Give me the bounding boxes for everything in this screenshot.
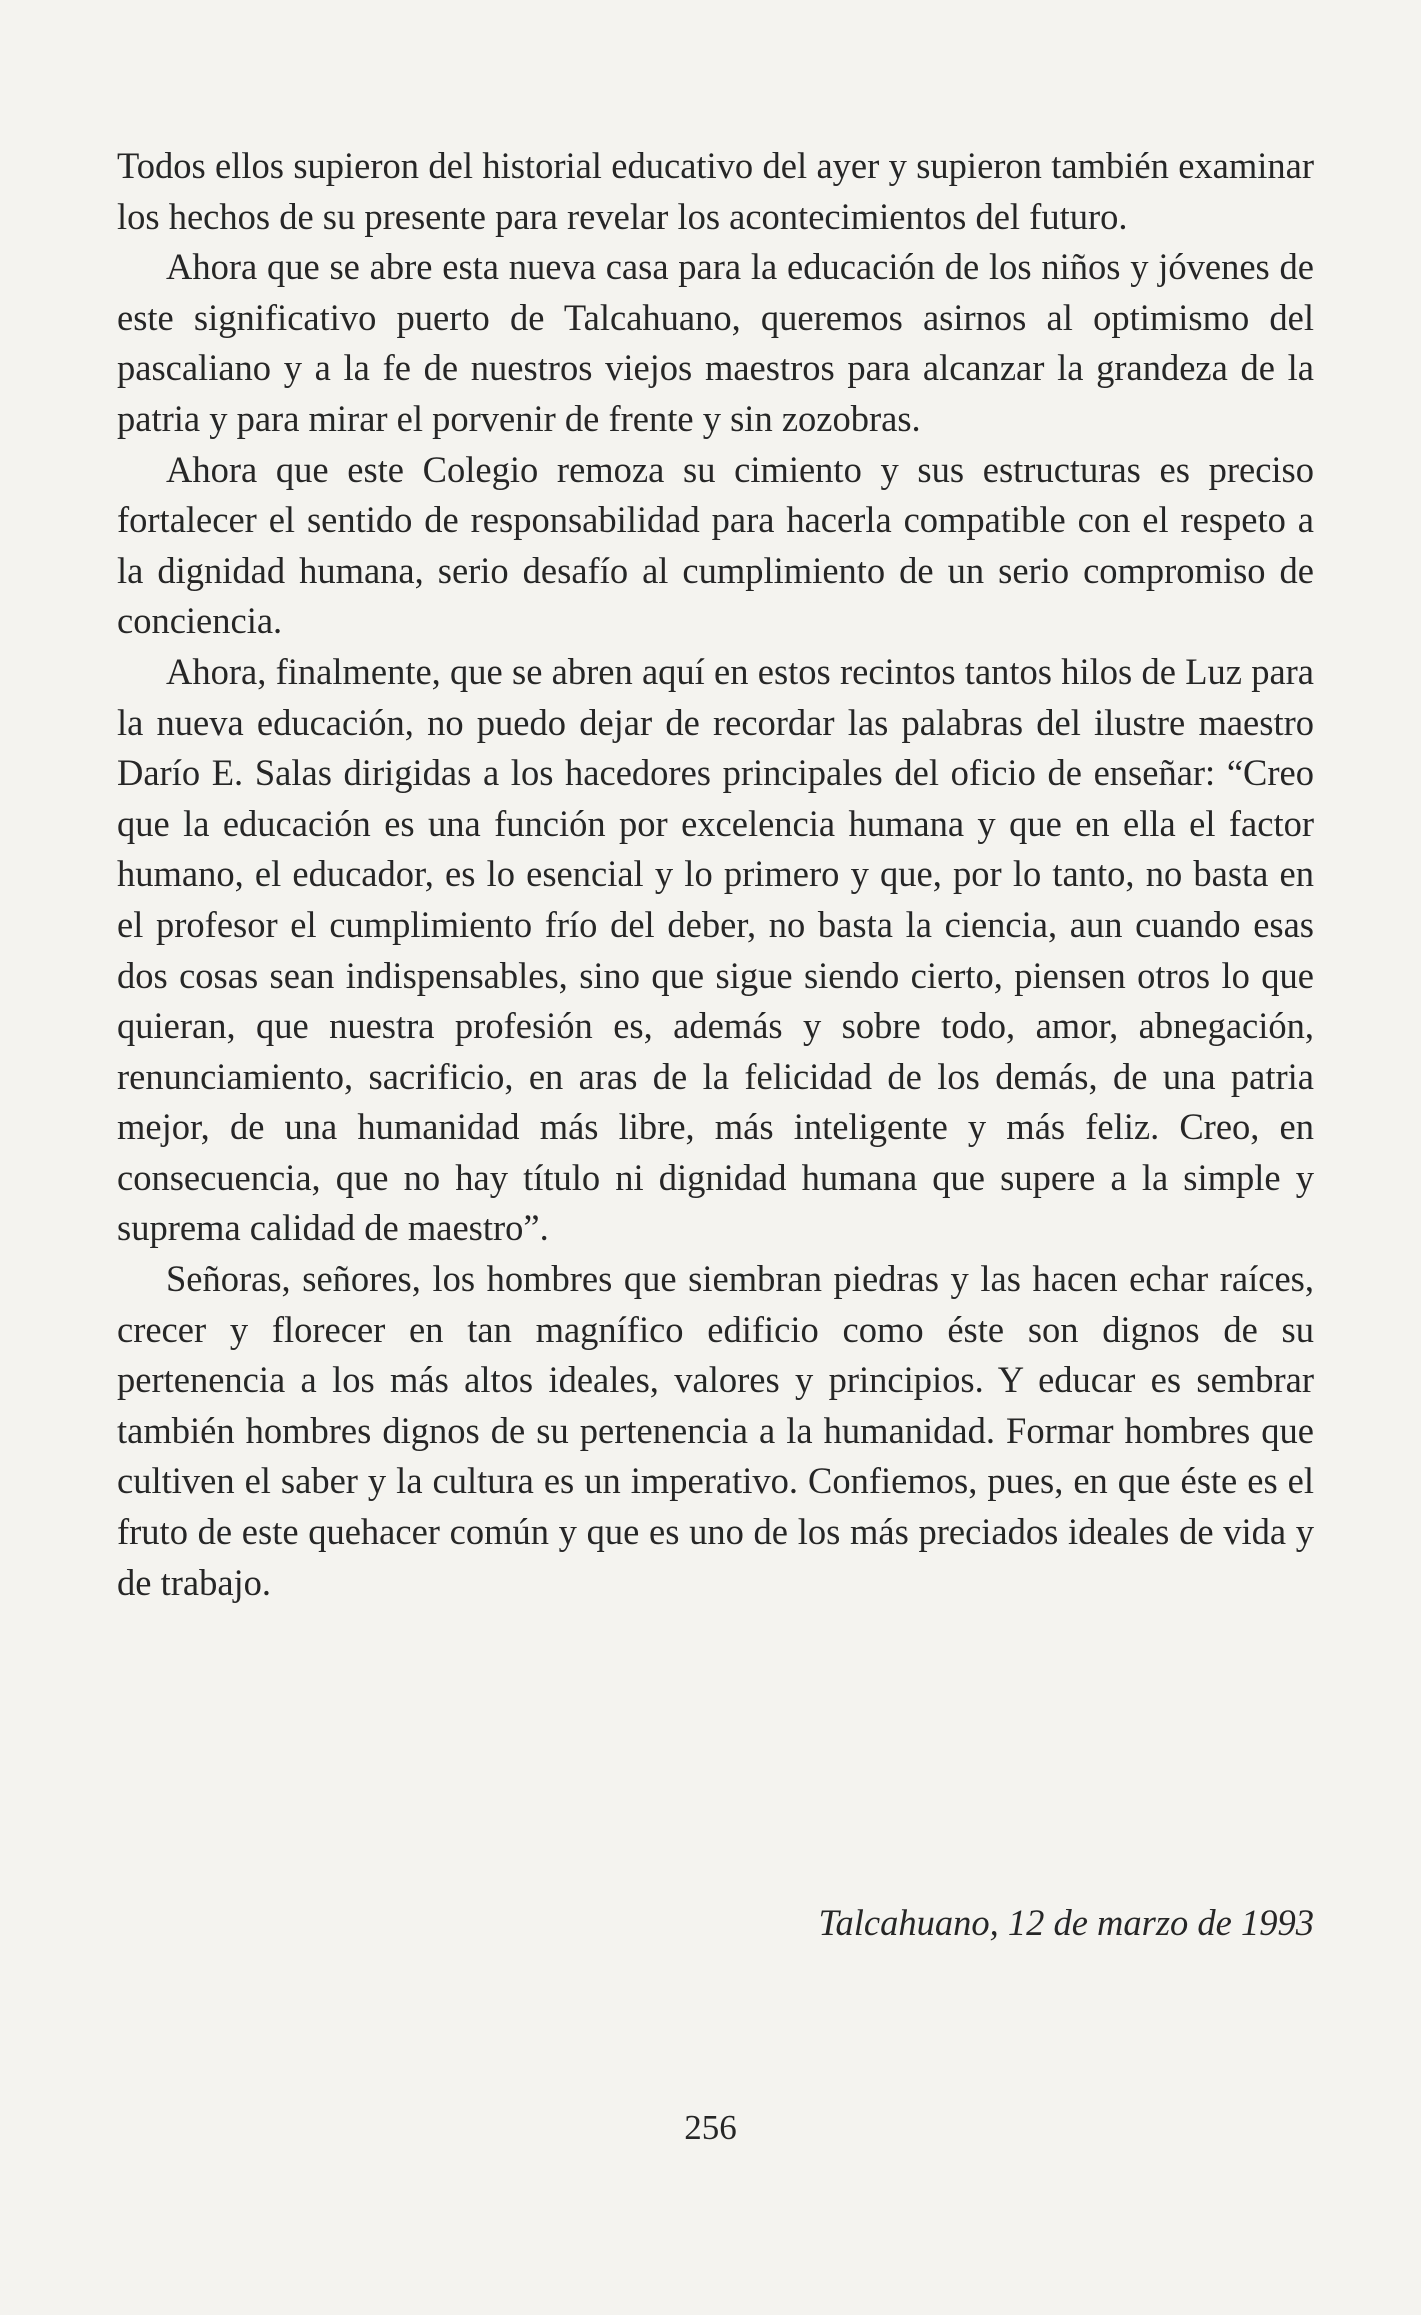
paragraph-3: Ahora que este Colegio remoza su cimiento y sus estructuras es preciso fortalecer el sentido de responsabilidad para hacerla compatible con el respeto a la dignidad humana, serio desafío al cumplimiento de un serio compromiso de conciencia.: [117, 448, 1314, 642]
paragraph-4: Ahora, finalmente, que se abren aquí en estos recintos tantos hilos de Luz para la nueva educación, no puedo dejar de recordar las palabras del ilustre maestro Darío E. Salas dirigidas a los hacedores principales del oficio de enseñar: “Creo que la educación es una función por excelencia humana y que en ella el factor humano, el educador, es lo esencial y lo primero y que, por lo tanto, no basta en el profesor el cumplimiento frío del deber, no basta la ciencia, aun cuando esas dos cosas sean indispensables, sino que sigue siendo cierto, piensen otros lo que quieran, que nuestra profesión es, además y sobre todo, amor, abnegación, renunciamiento, sacrificio, en aras de la felicidad de los demás, de una patria mejor, de una humanidad más libre, más inteligente y más feliz. Creo, en consecuencia, que no hay título ni dignidad humana que supere a la simple y suprema calidad de maestro”.: [117, 650, 1314, 1249]
place-date-signature: Talcahuano, 12 de marzo de 1993: [818, 1902, 1314, 1943]
paragraph-2: Ahora que se abre esta nueva casa para la educación de los niños y jóvenes de este significativo puerto de Talcahuano, queremos asirnos al optimismo del pascaliano y a la fe de nuestros viejos maestros para alcanzar la grandeza de la patria y para mirar el porvenir de frente y sin zozobras.: [117, 246, 1314, 439]
paragraph-1: Todos ellos supieron del historial educativo del ayer y supieron también examinar los hechos de su presente para revelar los acontecimientos del futuro.: [117, 145, 1314, 237]
page-number: 256: [684, 2108, 737, 2147]
paragraph-5: Señoras, señores, los hombres que siembran piedras y las hacen echar raíces, crecer y florecer en tan magnífico edificio como éste son dignos de su pertenencia a los más altos ideales, valores y principios. Y educar es sembrar también hombres dignos de su pertenencia a la humanidad. Formar hombres que cultiven el saber y la cultura es un imperativo. Confiemos, pues, en que éste es el fruto de este quehacer común y que es uno de los más preciados ideales de vida y de trabajo.: [117, 1258, 1314, 1603]
body-text: [117, 141, 1314, 1608]
